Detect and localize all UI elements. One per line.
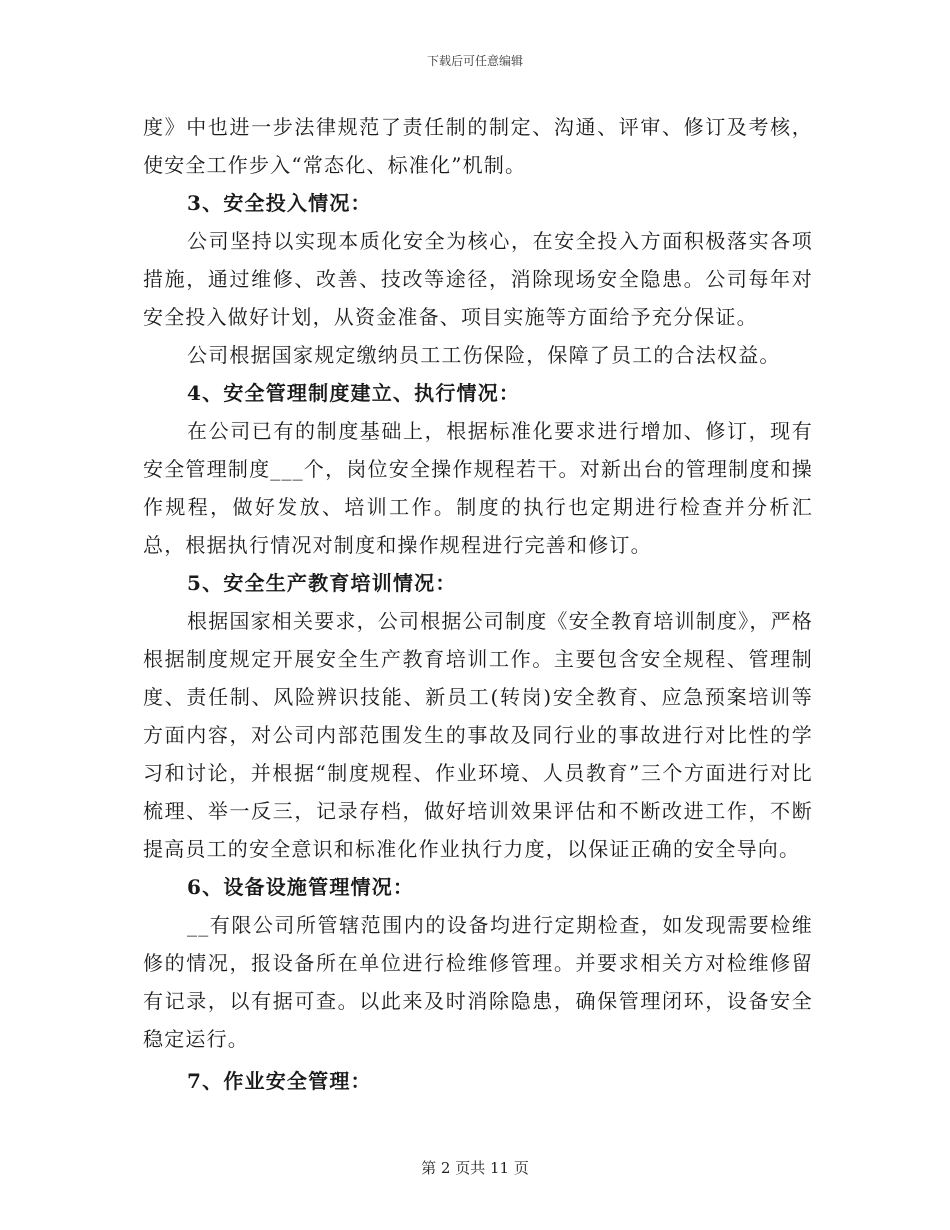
document-body <box>143 108 813 1100</box>
heading-safety-investment: 3、安全投入情况： <box>187 191 372 215</box>
paragraph-injury-insurance: 公司根据国家规定缴纳员工工伤保险，保障了员工的合法权益。 <box>187 343 781 367</box>
page-header: 下载后可任意编辑 <box>426 54 523 68</box>
heading-management-system: 4、安全管理制度建立、执行情况： <box>187 381 521 405</box>
paragraph-safety-investment: 公司坚持以实现本质化安全为核心，在安全投入方面积极落实各项措施，通过维修、改善、技改等途径，消除现场安全隐患。公司每年对安全投入做好计划，从资金准备、项目实施等方面给予充分保证。 <box>143 229 813 329</box>
paragraph-equipment-management: __有限公司所管辖范围内的设备均进行定期检查，如发现需要检维修的情况，报设备所在单位进行检维修管理。并要求相关方对检维修留有记录，以有据可查。以此来及时消除隐患，确保管理闭环，设备安全稳定运行。 <box>143 913 813 1051</box>
page-number: 第 2 页共 11 页 <box>421 1159 529 1177</box>
heading-operation-safety: 7、作业安全管理： <box>187 1069 372 1093</box>
heading-education-training: 5、安全生产教育培训情况： <box>187 571 457 595</box>
paragraph-management-system: 在公司已有的制度基础上，根据标准化要求进行增加、修订，现有安全管理制度___个，岗位安全操作规程若干。对新出台的管理制度和操作规程，做好发放、培训工作。制度的执行也定期进行检查并分析汇总，根据执行情况对制度和操作规程进行完善和修订。 <box>143 419 813 557</box>
paragraph-education-training: 根据国家相关要求，公司根据公司制度《安全教育培训制度》，严格根据制度规定开展安全生产教育培训工作。主要包含安全规程、管理制度、责任制、风险辨识技能、新员工(转岗)安全教育、应急预案培训等方面内容，对公司内部范围发生的事故及同行业的事故进行对比性的学习和讨论，并根据“制度规程、作业环境、人员教育”三个方面进行对比梳理、举一反三，记录存档，做好培训效果评估和不断改进工作，不断提高员工的安全意识和标准化作业执行力度，以保证正确的安全导向。 <box>143 609 813 861</box>
paragraph-intro: 度》中也进一步法律规范了责任制的制定、沟通、评审、修订及考核，使安全工作步入“常态化、标准化”机制。 <box>143 115 813 177</box>
heading-equipment-management: 6、设备设施管理情况： <box>187 875 415 899</box>
